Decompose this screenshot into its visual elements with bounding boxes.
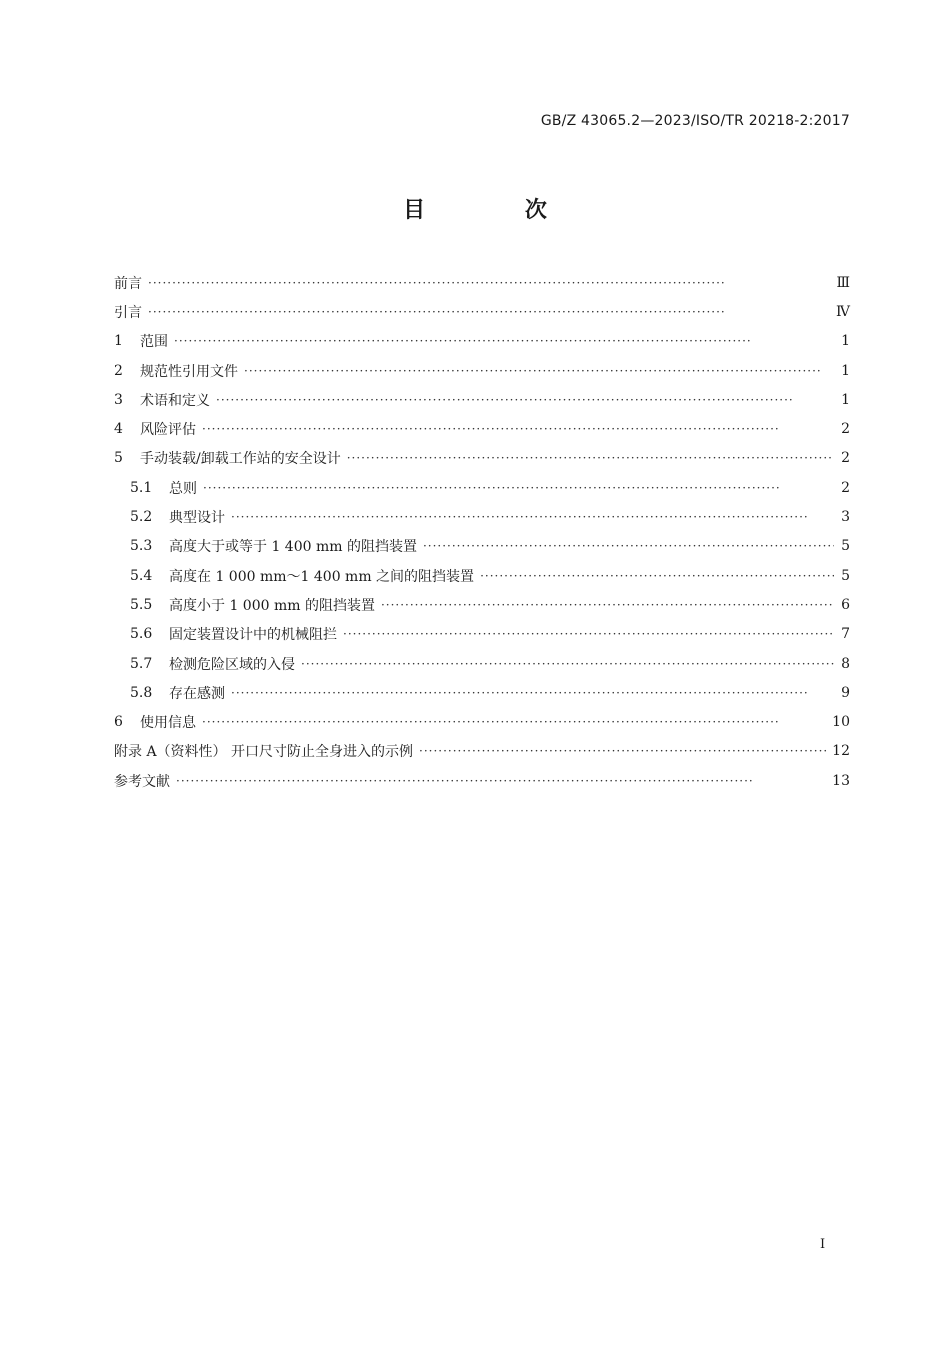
toc-number: 1 bbox=[114, 333, 123, 350]
toc-row[interactable] bbox=[114, 678, 850, 707]
toc-page: 2 bbox=[841, 450, 850, 467]
toc-leader bbox=[176, 774, 828, 788]
toc-number: 5.7 bbox=[130, 655, 153, 672]
toc-page: 10 bbox=[832, 714, 850, 731]
toc-number: 5.3 bbox=[130, 538, 153, 555]
toc-row[interactable] bbox=[114, 561, 850, 590]
toc-number: 5.5 bbox=[130, 596, 153, 613]
toc-label: 引言 bbox=[114, 304, 142, 321]
toc-number: 5.8 bbox=[130, 684, 153, 701]
toc-number: 5.4 bbox=[130, 567, 153, 584]
toc-leader bbox=[231, 510, 834, 524]
toc-leader bbox=[347, 451, 834, 465]
toc-number: 4 bbox=[114, 421, 123, 438]
toc-leader bbox=[423, 539, 834, 553]
toc-page: 3 bbox=[841, 509, 850, 526]
toc-page: 8 bbox=[841, 655, 850, 672]
toc-label: 术语和定义 bbox=[140, 392, 210, 409]
toc-row[interactable] bbox=[114, 766, 850, 795]
toc-number: 3 bbox=[114, 391, 123, 408]
toc-row[interactable] bbox=[114, 532, 850, 561]
toc-page: 6 bbox=[841, 596, 850, 613]
toc-page: Ⅳ bbox=[836, 303, 850, 320]
toc-label: 范围 bbox=[140, 334, 168, 351]
toc-number: 5 bbox=[114, 450, 123, 467]
document-id: GB/Z 43065.2—2023/ISO/TR 20218-2:2017 bbox=[540, 113, 850, 129]
toc-leader bbox=[301, 657, 834, 671]
toc-label: 前言 bbox=[114, 275, 142, 292]
toc-label: 高度小于 1 000 mm 的阻挡装置 bbox=[169, 597, 375, 614]
toc-row[interactable] bbox=[114, 502, 850, 531]
toc-number: 5.6 bbox=[130, 626, 153, 643]
toc-leader bbox=[231, 686, 834, 700]
toc-leader bbox=[148, 305, 832, 319]
toc-label: 使用信息 bbox=[140, 715, 196, 732]
toc-row[interactable] bbox=[114, 649, 850, 678]
toc-page: 1 bbox=[841, 391, 850, 408]
toc-leader bbox=[148, 276, 832, 290]
toc-row[interactable] bbox=[114, 297, 850, 326]
toc-row[interactable] bbox=[114, 473, 850, 502]
toc-label: 风险评估 bbox=[140, 422, 196, 439]
toc-row[interactable] bbox=[114, 620, 850, 649]
toc-page: Ⅲ bbox=[836, 274, 850, 291]
toc-row[interactable] bbox=[114, 590, 850, 619]
toc-leader bbox=[203, 481, 834, 495]
toc-label: 规范性引用文件 bbox=[140, 363, 238, 380]
toc-leader bbox=[381, 598, 834, 612]
toc-page: 5 bbox=[841, 567, 850, 584]
toc-leader bbox=[202, 715, 828, 729]
table-of-contents bbox=[114, 268, 850, 795]
toc-leader bbox=[216, 393, 834, 407]
toc-row[interactable] bbox=[114, 268, 850, 297]
toc-leader bbox=[419, 744, 828, 758]
toc-row[interactable] bbox=[114, 356, 850, 385]
toc-number: 2 bbox=[114, 362, 123, 379]
toc-page: 2 bbox=[841, 479, 850, 496]
toc-row[interactable] bbox=[114, 327, 850, 356]
toc-leader bbox=[174, 334, 834, 348]
toc-row[interactable] bbox=[114, 737, 850, 766]
toc-row[interactable] bbox=[114, 385, 850, 414]
toc-leader bbox=[480, 569, 834, 583]
toc-label: 典型设计 bbox=[169, 510, 225, 527]
toc-page: 13 bbox=[832, 772, 850, 789]
toc-page: 9 bbox=[841, 684, 850, 701]
toc-label: 高度大于或等于 1 400 mm 的阻挡装置 bbox=[169, 539, 417, 556]
page-folio: I bbox=[820, 1237, 826, 1252]
toc-label: 参考文献 bbox=[114, 773, 170, 790]
toc-label: 总则 bbox=[169, 480, 197, 497]
toc-row[interactable] bbox=[114, 414, 850, 443]
toc-leader bbox=[244, 364, 834, 378]
toc-label: 附录 A（资料性） 开口尺寸防止全身进入的示例 bbox=[114, 744, 414, 761]
toc-number: 6 bbox=[114, 714, 123, 731]
toc-page: 1 bbox=[841, 362, 850, 379]
toc-title: 目 次 bbox=[403, 198, 593, 223]
toc-page: 12 bbox=[832, 743, 850, 760]
toc-number: 5.1 bbox=[130, 479, 153, 496]
toc-label: 存在感测 bbox=[169, 685, 225, 702]
toc-leader bbox=[202, 422, 834, 436]
toc-page: 1 bbox=[841, 333, 850, 350]
toc-label: 检测危险区域的入侵 bbox=[169, 656, 295, 673]
toc-row[interactable] bbox=[114, 444, 850, 473]
toc-page: 2 bbox=[841, 421, 850, 438]
toc-page: 7 bbox=[841, 626, 850, 643]
toc-label: 固定装置设计中的机械阻拦 bbox=[169, 627, 337, 644]
toc-label: 手动装载/卸载工作站的安全设计 bbox=[140, 451, 341, 468]
toc-label: 高度在 1 000 mm～1 400 mm 之间的阻挡装置 bbox=[169, 568, 475, 585]
toc-page: 5 bbox=[841, 538, 850, 555]
toc-number: 5.2 bbox=[130, 509, 153, 526]
toc-leader bbox=[343, 627, 834, 641]
toc-row[interactable] bbox=[114, 707, 850, 736]
